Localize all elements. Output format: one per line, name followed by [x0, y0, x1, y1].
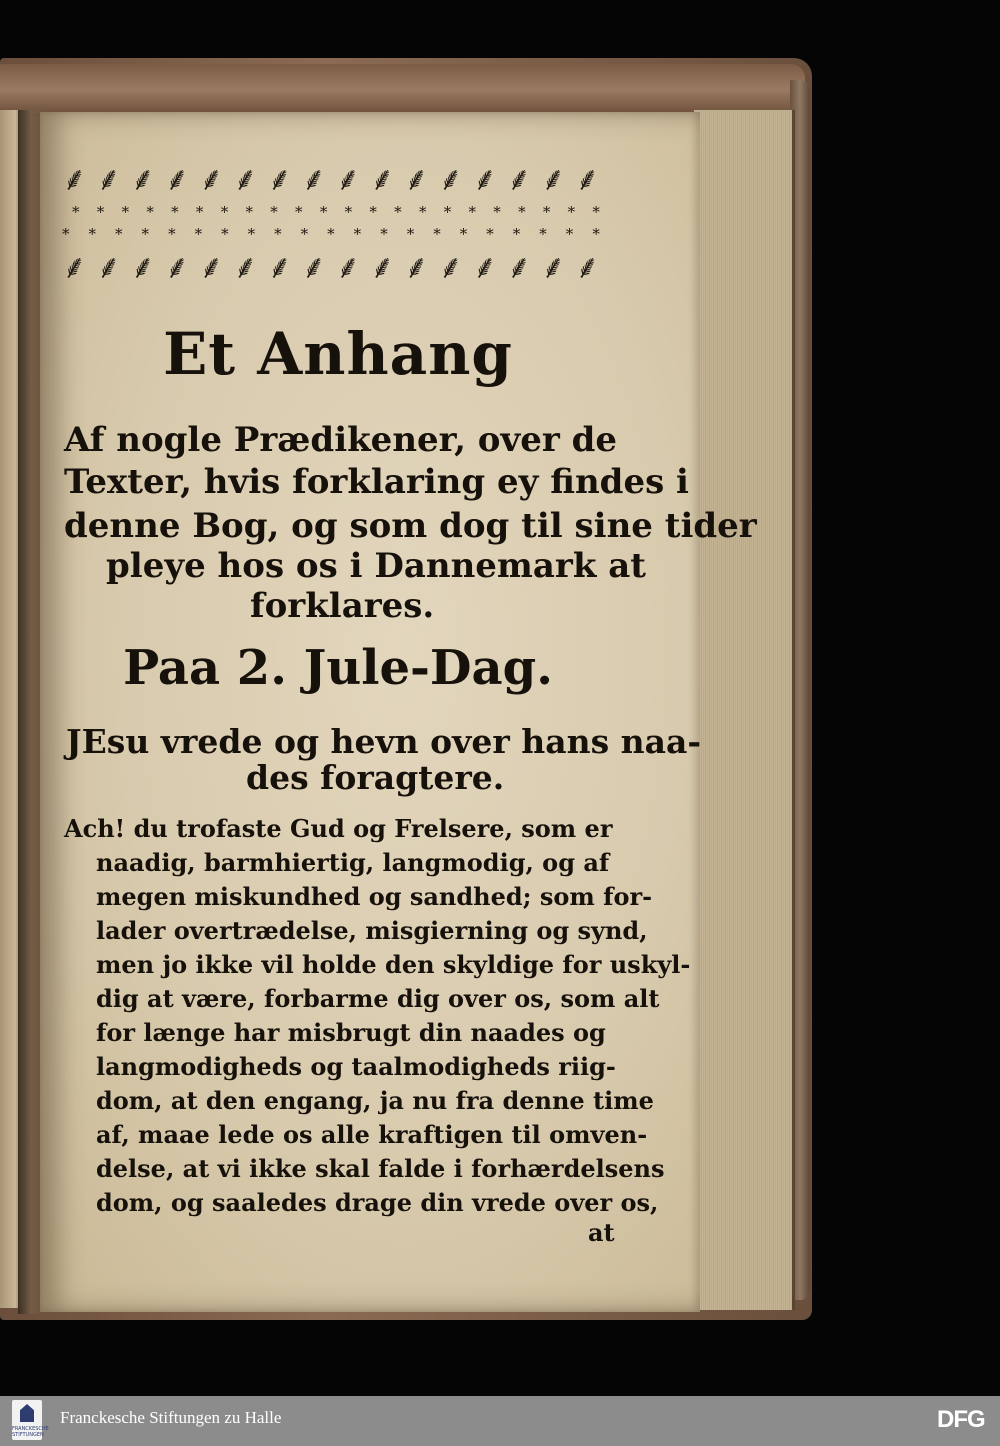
- body-line: megen miskundhed og sandhed; som for-: [96, 882, 653, 911]
- body-line: dom, at den engang, ja nu fra denne time: [96, 1086, 654, 1115]
- body-line: men jo ikke vil holde den skyldige for uskyl-: [96, 950, 691, 979]
- theme-line: JEsu vrede og hevn over hans naa-: [66, 722, 702, 761]
- body-line: Ach! du trofaste Gud og Frelsere, som er: [64, 814, 613, 843]
- footer-bar: [0, 1396, 1000, 1446]
- subheading-line: denne Bog, og som dog til sine tider: [64, 506, 757, 546]
- subheading-line: forklares.: [250, 586, 435, 626]
- book-head-edge: [0, 64, 805, 116]
- ornament-flower-row-bottom: ⸙ ⸙ ⸙ ⸙ ⸙ ⸙ ⸙ ⸙ ⸙ ⸙ ⸙ ⸙ ⸙ ⸙ ⸙ ⸙: [62, 247, 600, 286]
- body-line: for længe har misbrugt din naades og: [96, 1018, 606, 1047]
- section-heading: Paa 2. Jule-Dag.: [123, 640, 553, 696]
- catchword: at: [588, 1218, 615, 1247]
- body-line: dig at være, forbarme dig over os, som alt: [96, 984, 660, 1013]
- dfg-logo[interactable]: DFG: [937, 1406, 985, 1433]
- ornament-flower-row-top: ⸙ ⸙ ⸙ ⸙ ⸙ ⸙ ⸙ ⸙ ⸙ ⸙ ⸙ ⸙ ⸙ ⸙ ⸙ ⸙: [62, 159, 600, 198]
- page-heading: Et Anhang: [163, 320, 513, 388]
- institution-link[interactable]: Franckesche Stiftungen zu Halle: [60, 1408, 282, 1427]
- body-line: naadig, barmhiertig, langmodig, og af: [96, 848, 610, 877]
- page-block-edges: [694, 110, 795, 1310]
- ornament-star-row-1: * * * * * * * * * * * * * * * * * * * * * *: [72, 203, 600, 221]
- body-line: delse, at vi ikke skal falde i forhærdelsens: [96, 1154, 665, 1183]
- body-line: dom, og saaledes drage din vrede over os,: [96, 1188, 659, 1217]
- subheading-line: Texter, hvis forklaring ey findes i: [64, 462, 689, 502]
- building-icon: [20, 1404, 34, 1422]
- subheading-line: pleye hos os i Dannemark at: [106, 546, 646, 586]
- institution-logo-icon[interactable]: [12, 1400, 49, 1440]
- ornament-star-row-2: * * * * * * * * * * * * * * * * * * * * *: [62, 225, 600, 243]
- logo-caption: FRANCKESCHE STIFTUNGEN: [12, 1426, 49, 1438]
- body-line: lader overtrædelse, misgierning og synd,: [96, 916, 648, 945]
- theme-line: des foragtere.: [246, 758, 505, 797]
- gutter-shadow: [18, 110, 44, 1314]
- body-line: af, maae lede os alle kraftigen til omven-: [96, 1120, 648, 1149]
- body-line: langmodigheds og taalmodigheds riig-: [96, 1052, 616, 1081]
- ornament-band: [62, 160, 600, 290]
- subheading-line: Af nogle Prædikener, over de: [64, 420, 617, 460]
